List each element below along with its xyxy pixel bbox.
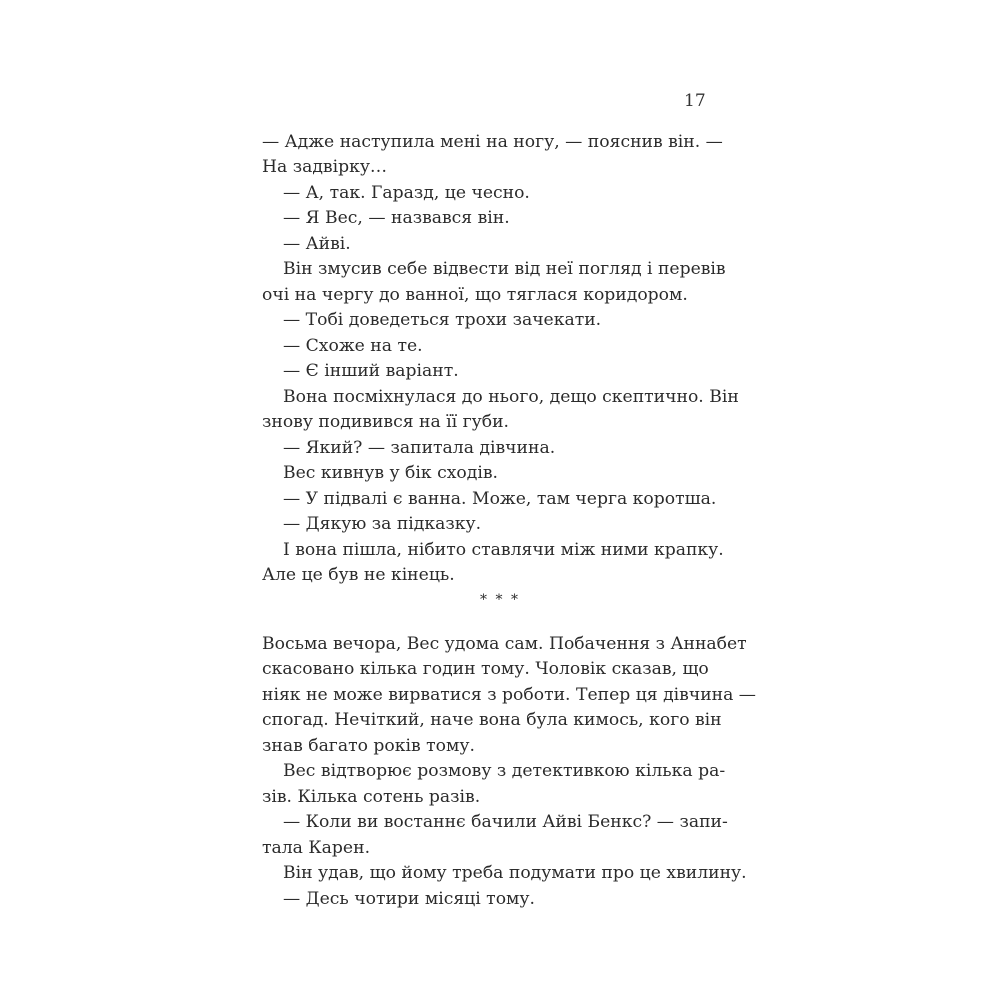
text-line: зів. Кілька сотень разів. bbox=[262, 787, 481, 807]
page-number: 17 bbox=[684, 91, 706, 111]
text-line: — Тобі доведеться трохи зачекати. bbox=[283, 310, 602, 330]
text-line: — Є інший варіант. bbox=[283, 361, 459, 381]
text-line: Вес кивнув у бік сходів. bbox=[283, 463, 498, 483]
text-line: — Десь чотири місяці тому. bbox=[283, 889, 535, 909]
text-line: — Коли ви востаннє бачили Айві Бенкс? — запи- bbox=[283, 812, 728, 832]
text-line: спогад. Нечіткий, наче вона була кимось, кого він bbox=[262, 710, 722, 730]
text-line: — Дякую за підказку. bbox=[283, 514, 482, 534]
text-line: — Я Вес, — назвався він. bbox=[283, 208, 510, 228]
text-line: Вона посміхнулася до нього, дещо скептично. Він bbox=[283, 387, 739, 407]
text-line: — А, так. Гаразд, це чесно. bbox=[283, 183, 530, 203]
text-line: — Адже наступила мені на ногу, — пояснив він. — bbox=[262, 132, 723, 152]
text-line: знову подивився на її губи. bbox=[262, 412, 510, 432]
text-line: — Айві. bbox=[283, 234, 351, 254]
text-line: І вона пішла, нібито ставлячи між ними крапку. bbox=[283, 540, 724, 560]
text-line: На задвірку… bbox=[262, 157, 388, 177]
text-line: очі на чергу до ванної, що тяглася коридором. bbox=[262, 285, 688, 305]
text-line: — У підвалі є ванна. Може, там черга коротша. bbox=[283, 489, 717, 509]
text-line: ніяк не може вирватися з роботи. Тепер ця дівчина — bbox=[262, 685, 756, 705]
text-line: Він удав, що йому треба подумати про це хвилину. bbox=[283, 863, 747, 883]
text-line: скасовано кілька годин тому. Чоловік сказав, що bbox=[262, 659, 709, 679]
section-separator: * * * bbox=[480, 592, 520, 608]
text-line: Восьма вечора, Вес удома сам. Побачення з Аннабет bbox=[262, 634, 747, 654]
text-line: знав багато років тому. bbox=[262, 736, 475, 756]
text-line: Але це був не кінець. bbox=[262, 565, 455, 585]
text-line: Вес відтворює розмову з детективкою кілька ра- bbox=[283, 761, 726, 781]
text-line: тала Карен. bbox=[262, 838, 371, 858]
text-line: Він змусив себе відвести від неї погляд і перевів bbox=[283, 259, 726, 279]
text-line: — Схоже на те. bbox=[283, 336, 423, 356]
text-line: — Який? — запитала дівчина. bbox=[283, 438, 556, 458]
